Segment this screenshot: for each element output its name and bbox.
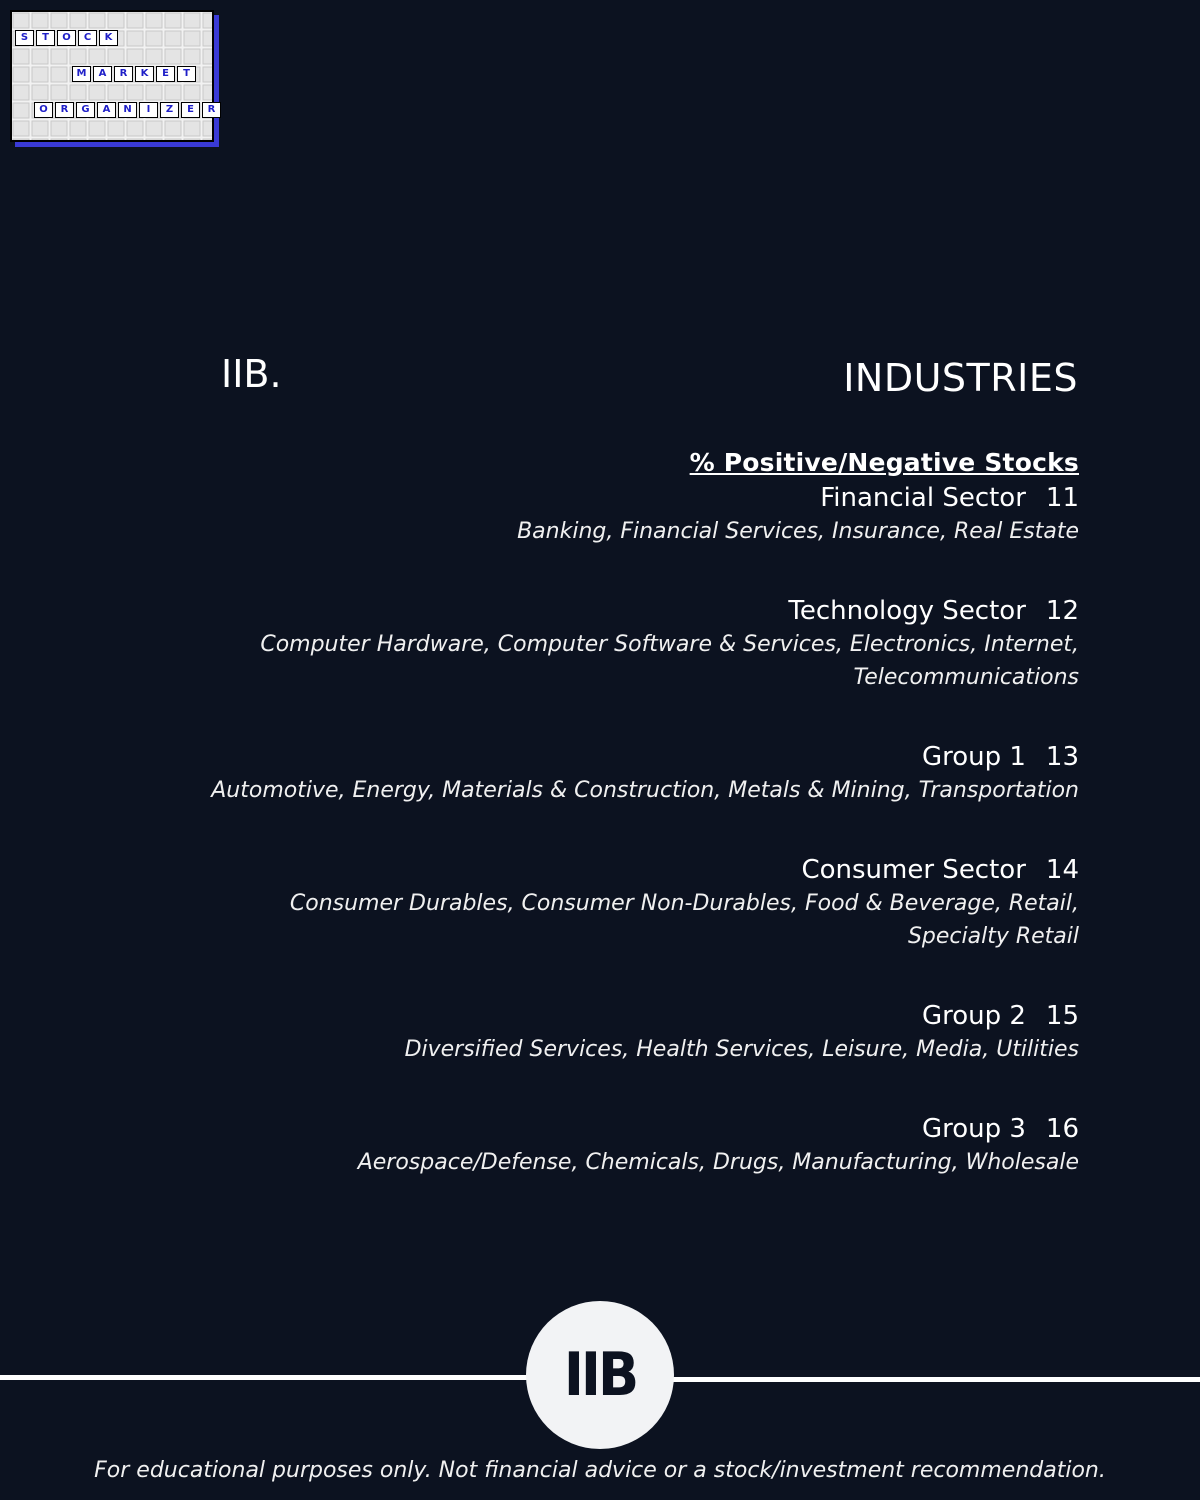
entry-description: Diversified Services, Health Services, Leisure, Media, Utilities <box>404 1037 1079 1062</box>
contents-entry-technology[interactable] <box>79 594 1079 694</box>
footer-divider-left <box>0 1375 530 1380</box>
logo-word-organizer: O R G A N I Z E R <box>34 102 223 118</box>
entry-description-continued: Telecommunications <box>853 665 1079 690</box>
footer-divider-right <box>670 1377 1200 1382</box>
contents-entry-group-1[interactable] <box>79 740 1079 807</box>
entry-title <box>79 1112 1079 1146</box>
entry-title-text: Group 2 <box>921 1001 1026 1031</box>
entry-title-text: Technology Sector <box>788 596 1026 626</box>
contents-subheading: % Positive/Negative Stocks <box>689 448 1079 477</box>
entry-description: Automotive, Energy, Materials & Construction, Metals & Mining, Transportation <box>211 778 1079 803</box>
contents-entry-group-2[interactable] <box>79 999 1079 1066</box>
entry-page-number: 11 <box>1045 483 1079 513</box>
entry-description: Banking, Financial Services, Insurance, Real Estate <box>517 519 1079 544</box>
entry-title-text: Group 3 <box>921 1114 1026 1144</box>
section-badge <box>526 1301 674 1449</box>
logo-word-market: M A R K E T <box>72 66 198 82</box>
section-label: IIB. <box>221 352 282 396</box>
logo-word-stock: S T O C K <box>15 30 120 46</box>
entry-page-number: 16 <box>1045 1114 1079 1144</box>
disclaimer-text: For educational purposes only. Not financial advice or a stock/investment recommendation. <box>94 1458 1106 1483</box>
entry-title <box>79 740 1079 774</box>
entry-page-number: 15 <box>1045 1001 1079 1031</box>
entry-title <box>79 853 1079 887</box>
entry-description: Computer Hardware, Computer Software & Services, Electronics, Internet, <box>260 632 1079 657</box>
entry-page-number: 13 <box>1045 742 1079 772</box>
table-of-contents <box>79 448 1079 1225</box>
entry-title-text: Financial Sector <box>820 483 1026 513</box>
contents-entry-group-3[interactable] <box>79 1112 1079 1179</box>
entry-title <box>79 594 1079 628</box>
entry-description: Aerospace/Defense, Chemicals, Drugs, Manufacturing, Wholesale <box>357 1150 1079 1175</box>
entry-title <box>79 481 1079 515</box>
entry-page-number: 12 <box>1045 596 1079 626</box>
section-badge-text: IIB <box>563 1340 637 1410</box>
entry-title <box>79 999 1079 1033</box>
stock-market-organizer-logo <box>10 10 214 142</box>
entry-description-continued: Specialty Retail <box>907 924 1079 949</box>
entry-page-number: 14 <box>1045 855 1079 885</box>
contents-entry-consumer[interactable] <box>79 853 1079 953</box>
entry-title-text: Group 1 <box>921 742 1026 772</box>
entry-description: Consumer Durables, Consumer Non-Durables, Food & Beverage, Retail, <box>289 891 1079 916</box>
entry-title-text: Consumer Sector <box>801 855 1026 885</box>
section-title: INDUSTRIES <box>843 356 1078 400</box>
contents-entry-financial[interactable] <box>79 481 1079 548</box>
